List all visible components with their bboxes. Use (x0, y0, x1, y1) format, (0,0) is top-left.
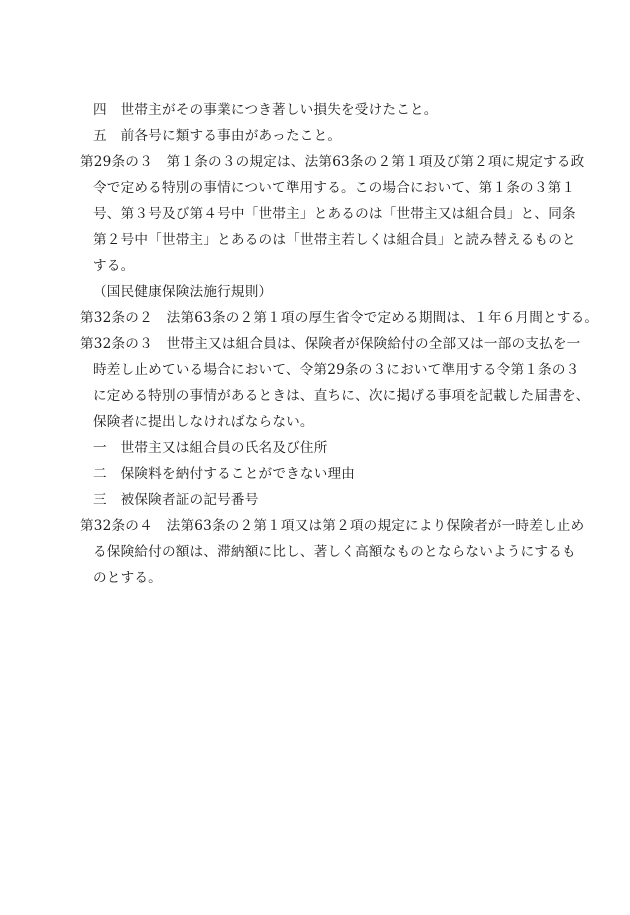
article-32-3-line-3: に定める特別の事情があるときは、直ちに、次に掲げる事項を記載した届書を、 (93, 388, 590, 404)
item-one: 一 世帯主又は組合員の氏名及び住所 (93, 440, 328, 456)
article-29-3-line-4: 第２号中「世帯主」とあるのは「世帯主若しくは組合員」と読み替えるものと (93, 232, 576, 248)
article-29-3-line-5: する。 (93, 258, 135, 274)
article-29-3-line-3: 号、第３号及び第４号中「世帯主」とあるのは「世帯主又は組合員」と、同条 (93, 206, 576, 222)
regulation-heading: （国民健康保険法施行規則） (93, 284, 273, 300)
item-four: 四 世帯主がその事業につき著しい損失を受けたこと。 (93, 102, 438, 118)
article-32-3-heading: 第32条の３ 世帯主又は組合員は、保険者が保険給付の全部又は一部の支払を一 (80, 336, 581, 352)
article-32-2: 第32条の２ 法第63条の２第１項の厚生省令で定める期間は、１年６月間とする。 (80, 310, 599, 326)
article-29-3-heading: 第29条の３ 第１条の３の規定は、法第63条の２第１項及び第２項に規定する政 (80, 154, 585, 170)
item-five: 五 前各号に類する事由があったこと。 (93, 128, 342, 144)
article-32-3-line-2: 時差し止めている場合において、令第29条の３において準用する令第１条の３ (93, 362, 580, 378)
article-32-3-line-4: 保険者に提出しなければならない。 (93, 414, 314, 430)
article-32-4-heading: 第32条の４ 法第63条の２第１項又は第２項の規定により保険者が一時差し止め (80, 518, 585, 534)
item-two: 二 保険料を納付することができない理由 (93, 466, 356, 482)
article-29-3-line-2: 令で定める特別の事情について準用する。この場合において、第１条の３第１ (93, 180, 576, 196)
article-32-4-line-3: のとする。 (93, 570, 162, 586)
article-32-4-line-2: る保険給付の額は、滞納額に比し、著しく高額なものとならないようにするも (93, 544, 576, 560)
item-three: 三 被保険者証の記号番号 (93, 492, 259, 508)
